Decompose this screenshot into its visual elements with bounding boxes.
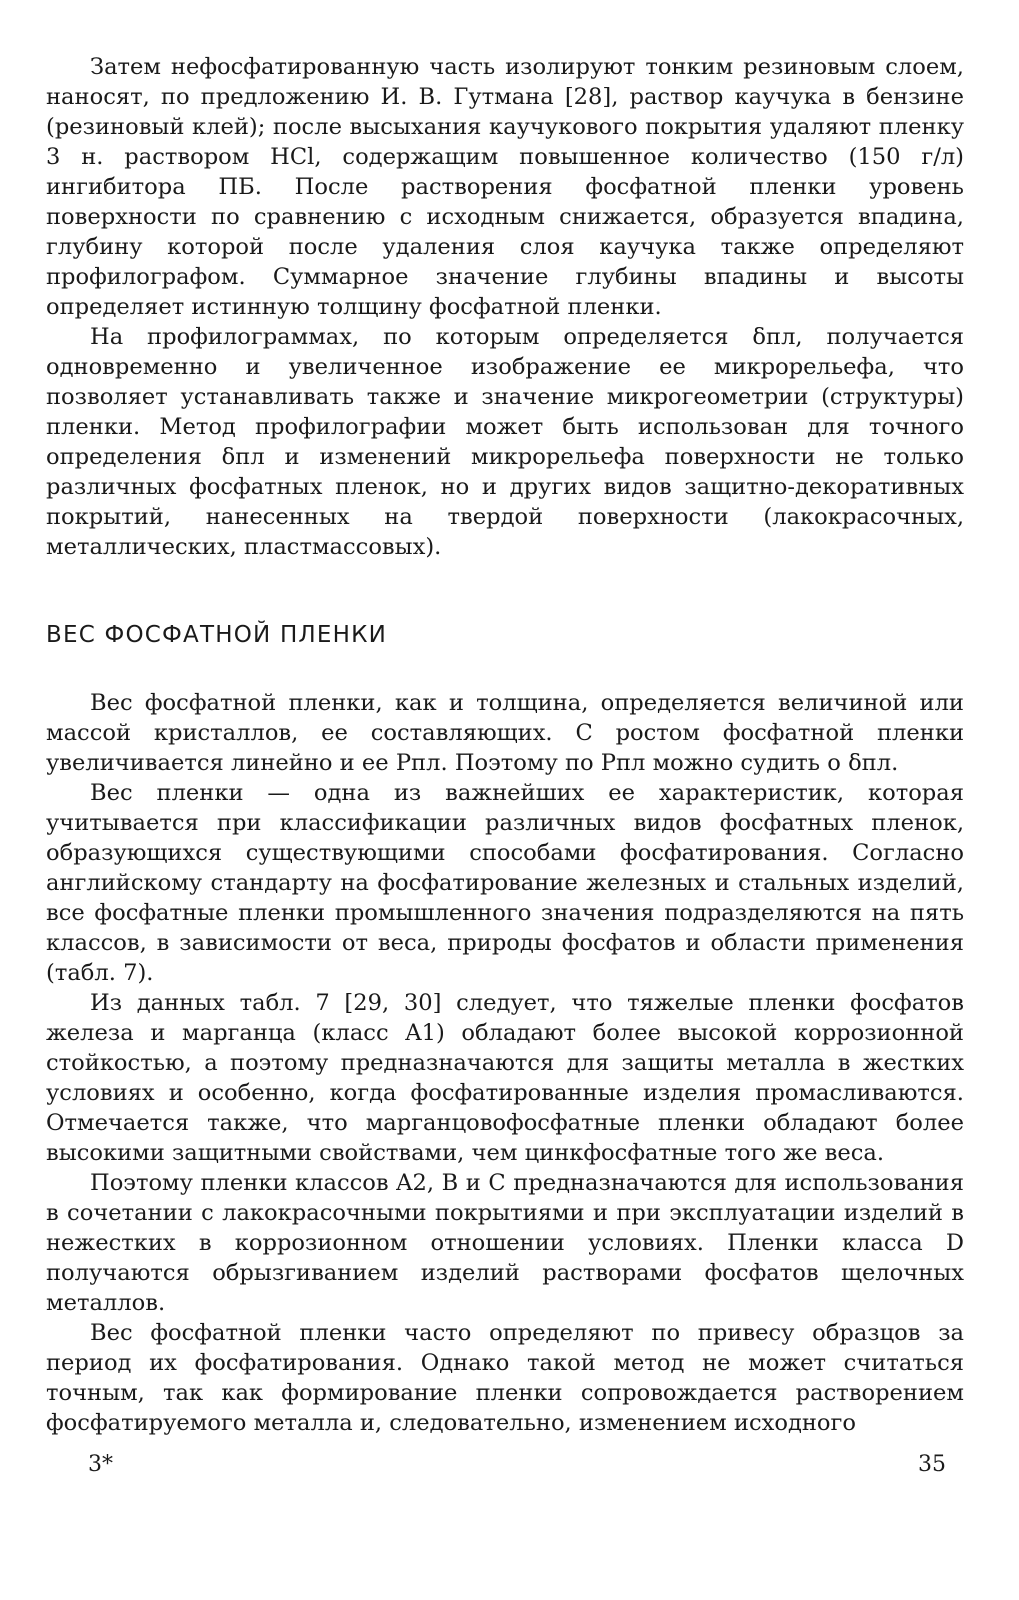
section-heading: ВЕС ФОСФАТНОЙ ПЛЕНКИ [46,622,388,648]
paragraph: Вес фосфатной пленки, как и толщина, определяется величиной или массой кристаллов, ее составляющих. С ростом фосфатной пленки увеличивается линейно и ее Pпл. Поэтому по Pпл можно судить о δпл. [46,690,964,776]
paragraph: Вес фосфатной пленки часто определяют по привесу образцов за период их фосфатирования. Однако такой метод не может считаться точным, так как формирование пленки сопровождается растворением фосфатируемого металла и, следовательно, изменением исходного [46,1320,964,1436]
page-body [46,52,964,1438]
paragraph: На профилограммах, по которым определяется δпл, получается одновременно и увеличенное изображение ее микрорельефа, что позволяет устанавливать также и значение микрогеометрии (структуры) пленки. Метод профилографии может быть использован для точного определения δпл и изменений микрорельефа поверхности не только различных фосфатных пленок, но и других видов защитно-декоративных покрытий, нанесенных на твердой поверхности (лакокрасочных, металлических, пластмассовых). [46,324,964,560]
page-number: 35 [918,1452,946,1477]
paragraph: Вес пленки — одна из важнейших ее характеристик, которая учитывается при классификации различных видов фосфатных пленок, образующихся существующими способами фосфатирования. Согласно английскому стандарту на фосфатирование железных и стальных изделий, все фосфатные пленки промышленного значения подразделяются на пять классов, в зависимости от веса, природы фосфатов и области применения (табл. 7). [46,780,964,986]
paragraph: Из данных табл. 7 [29, 30] следует, что тяжелые пленки фосфатов железа и марганца (класс A1) обладают более высокой коррозионной стойкостью, а поэтому предназначаются для защиты металла в жестких условиях и особенно, когда фосфатированные изделия промасливаются. Отмечается также, что марганцовофосфатные пленки обладают более высокими защитными свойствами, чем цинкфосфатные того же веса. [46,990,964,1166]
paragraph: Затем нефосфатированную часть изолируют тонким резиновым слоем, наносят, по предложению И. В. Гутмана [28], раствор каучука в бензине (резиновый клей); после высыхания каучукового покрытия удаляют пленку 3 н. раствором HCl, содержащим повышенное количество (150 г/л) ингибитора ПБ. После растворения фосфатной пленки уровень поверхности по сравнению с исходным снижается, образуется впадина, глубину которой после удаления слоя каучука также определяют профилографом. Суммарное значение глубины впадины и высоты определяет истинную толщину фосфатной пленки. [46,54,964,320]
signature-mark: 3* [88,1452,113,1477]
paragraph: Поэтому пленки классов A2, B и C предназначаются для использования в сочетании с лакокрасочными покрытиями и при эксплуатации изделий в нежестких в коррозионном отношении условиях. Пленки класса D получаются обрызгиванием изделий растворами фосфатов щелочных металлов. [46,1170,964,1316]
